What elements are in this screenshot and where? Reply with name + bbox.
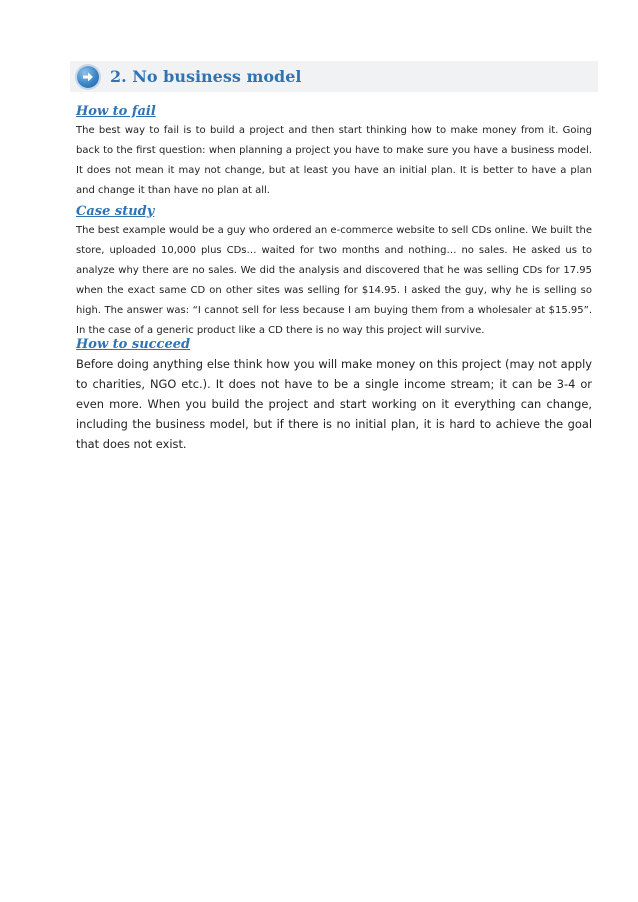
how-to-succeed-paragraph: Before doing anything else think how you will make money on this project (may not apply to charities, NGO etc.). It does not have to be a single income stream; it can be 3-4 or even more. When you build the project and start working on it everything can change, including the business model, but if there is no initial plan, it is hard to achieve the goal that does not exist. bbox=[76, 357, 592, 451]
case-study-section bbox=[76, 204, 592, 341]
arrow-right-circle-icon bbox=[77, 66, 99, 88]
how-to-fail-section bbox=[76, 104, 592, 201]
section-heading-bar bbox=[70, 61, 598, 92]
how-to-succeed-heading: How to succeed bbox=[76, 337, 191, 352]
how-to-fail-heading: How to fail bbox=[76, 104, 156, 119]
case-study-paragraph: The best example would be a guy who ordered an e-commerce website to sell CDs online. We built the store, uploaded 10,000 plus CDs… waited for two months and nothing… no sales. He asked us to analyze why there are no sales. We did the analysis and discovered that he was selling CDs for 17.95 when the exact same CD on other sites was selling for $14.95. I asked the guy, why he is selling so high. The answer was: “I cannot sell for less because I am buying them from a wholesaler at $15.95”. In the case of a generic product like a CD there is no way this project will survive. bbox=[76, 225, 592, 336]
case-study-heading: Case study bbox=[76, 204, 155, 219]
how-to-succeed-section bbox=[76, 337, 592, 454]
how-to-fail-paragraph: The best way to fail is to build a project and then start thinking how to make money from it. Going back to the first question: when planning a project you have to make sure you have a business model. It does not mean it may not change, but at least you have an initial plan. It is better to have a plan and change it than have no plan at all. bbox=[76, 125, 592, 196]
arrow-right-glyph-icon bbox=[81, 70, 95, 84]
section-title: 2. No business model bbox=[110, 67, 302, 86]
